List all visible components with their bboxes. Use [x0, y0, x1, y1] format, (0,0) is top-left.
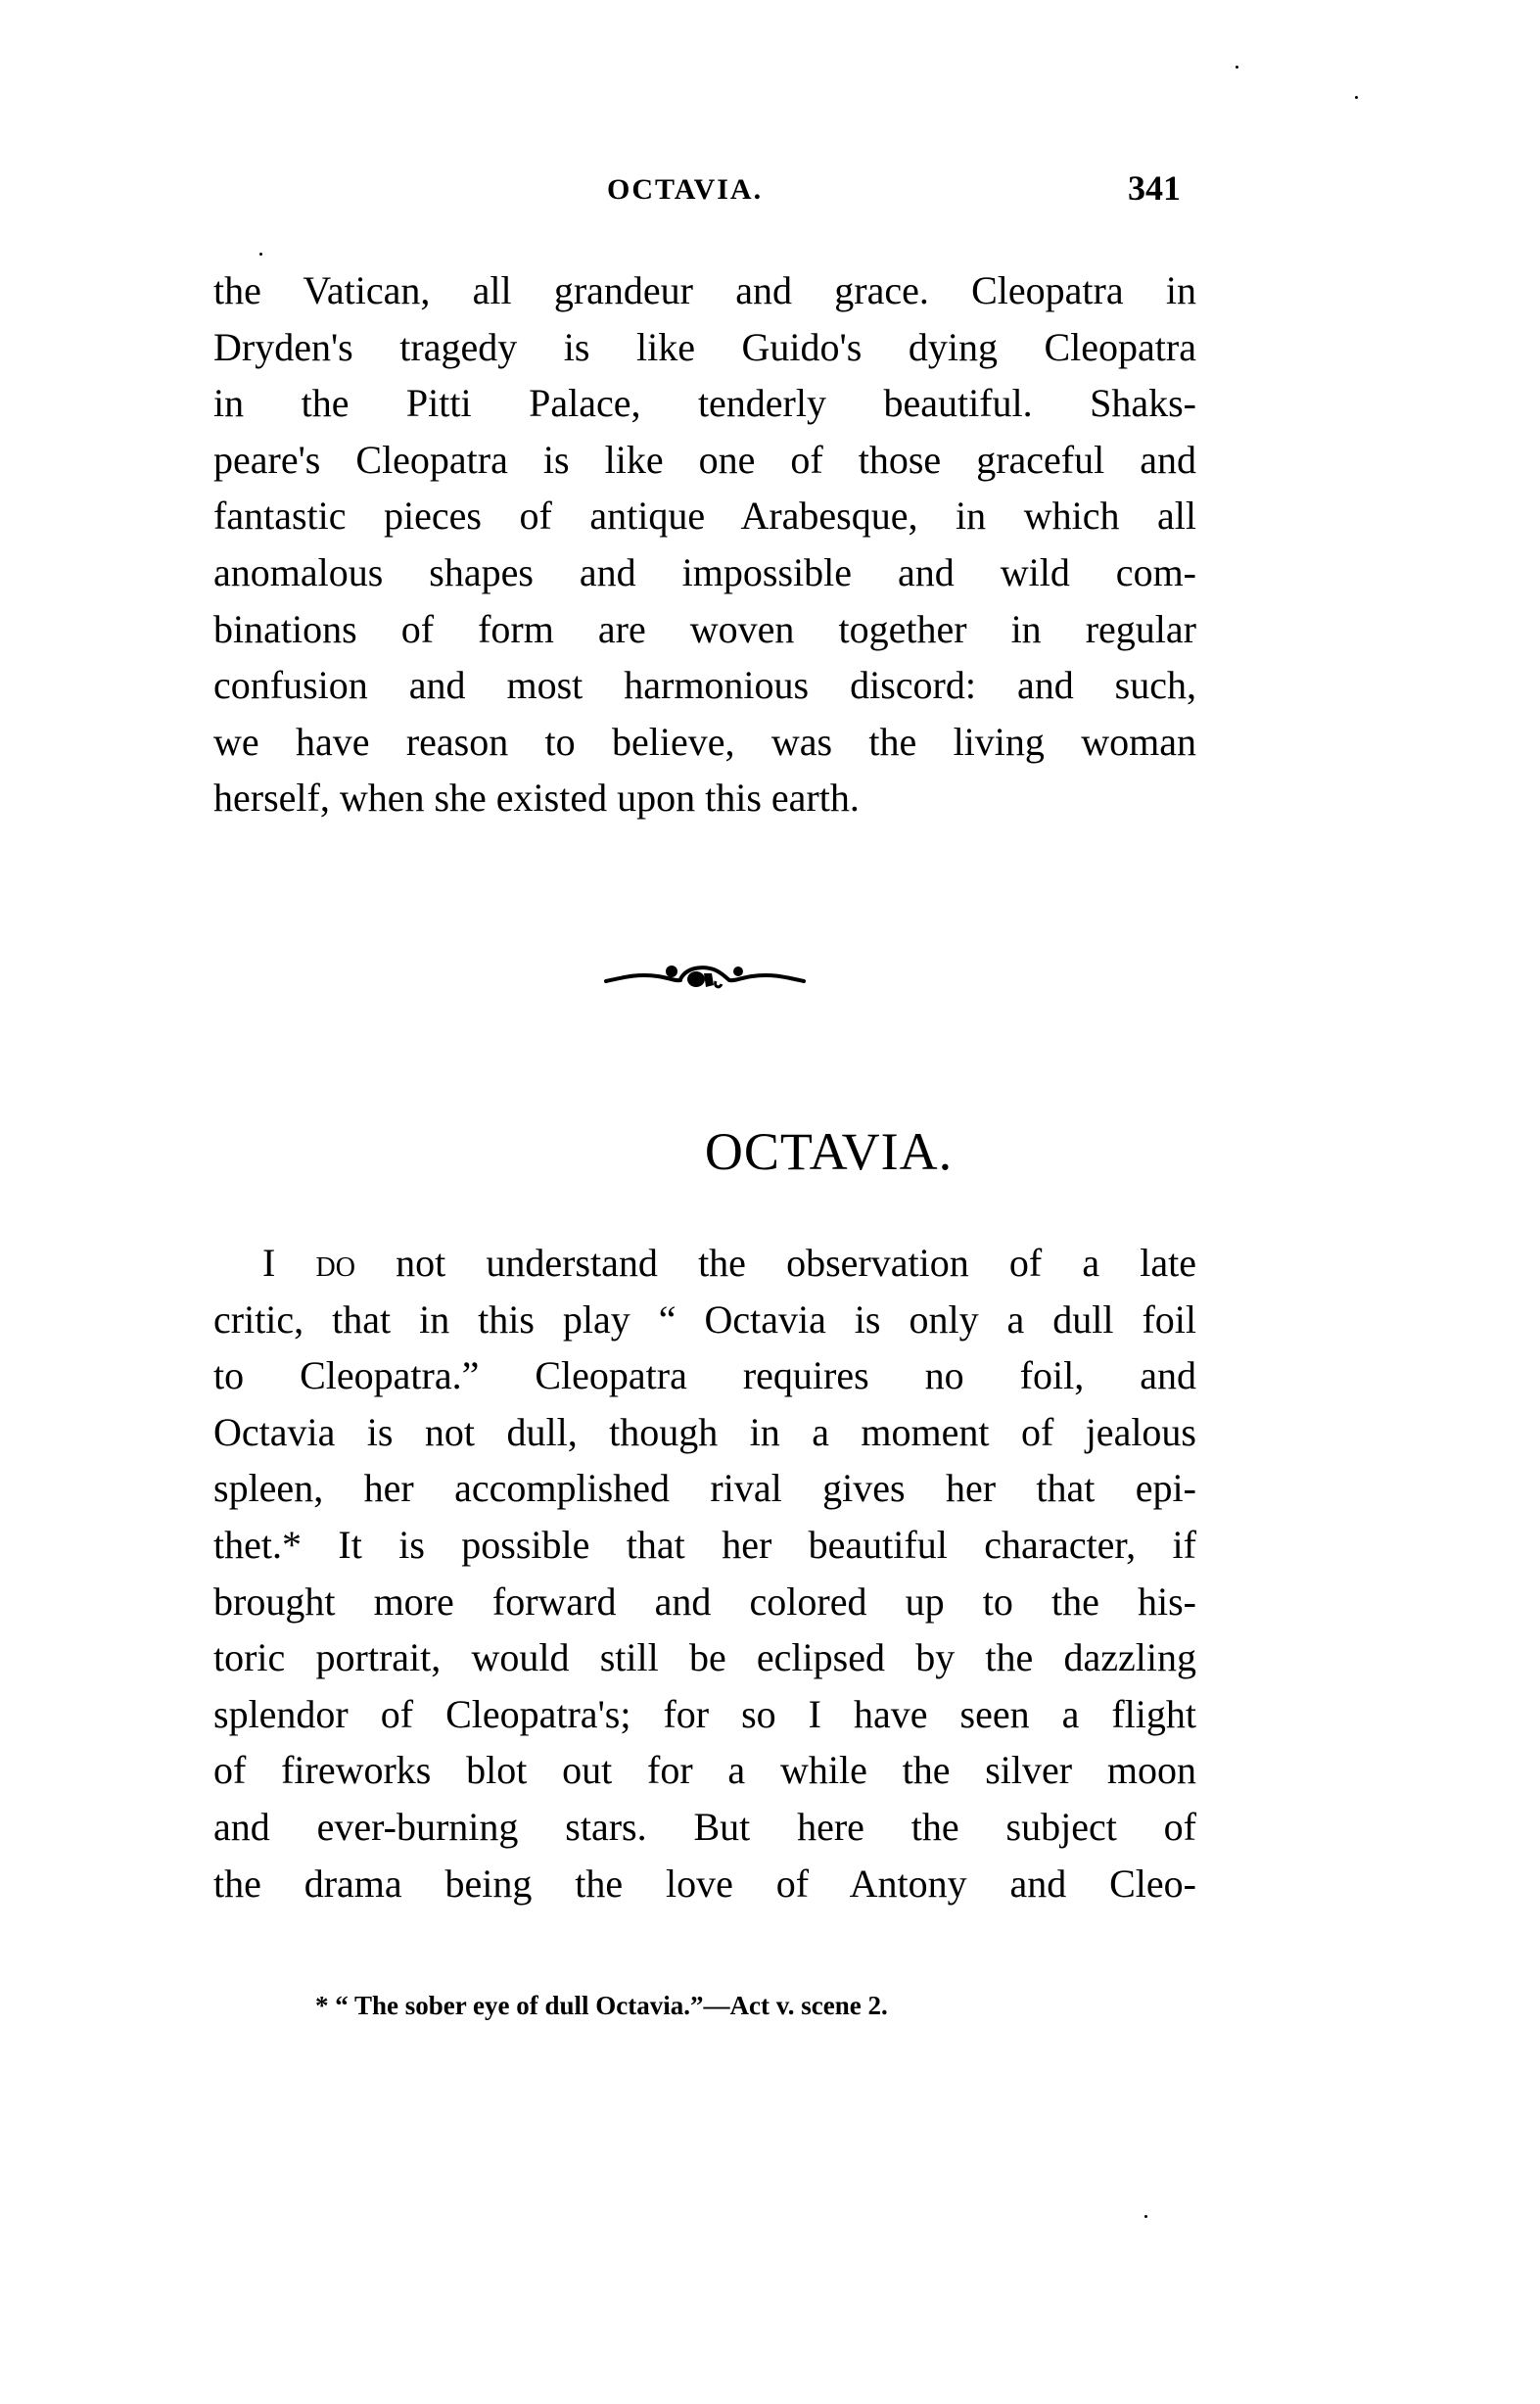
text-line: peare's Cleopatra is like one of those graceful and: [213, 437, 1196, 482]
text-line: Octavia is not dull, though in a moment of jealous: [213, 1409, 1196, 1454]
scan-speck: [1236, 66, 1238, 69]
text-line: splendor of Cleopatra's; for so I have seen a flight: [213, 1691, 1196, 1736]
lead-rest: not understand the observation of a late: [396, 1241, 1197, 1285]
lead-initial: I: [262, 1241, 276, 1285]
scan-speck: [1144, 2215, 1147, 2218]
scan-speck: [259, 253, 262, 256]
text-line: thet.* It is possible that her beautiful character, if: [213, 1522, 1196, 1567]
text-line: anomalous shapes and impossible and wild com-: [213, 549, 1196, 594]
text-line: critic, that in this play “ Octavia is only a dull foil: [213, 1296, 1196, 1342]
decorative-vine-ornament-icon: [604, 960, 806, 999]
text-line: brought more forward and colored up to the his-: [213, 1579, 1196, 1624]
text-line: Dryden's tragedy is like Guido's dying Cleopatra: [213, 324, 1196, 369]
lead-smallcaps: do: [315, 1241, 355, 1285]
text-line: and ever-burning stars. But here the subject of: [213, 1804, 1196, 1849]
running-header: [0, 165, 1540, 213]
text-line: to Cleopatra.” Cleopatra requires no foil, and: [213, 1353, 1196, 1398]
text-line: confusion and most harmonious discord: and such,: [213, 663, 1196, 708]
footnote: * “ The sober eye of dull Octavia.”—Act v. scene 2.: [315, 1991, 888, 2020]
text-line: the drama being the love of Antony and Cleo-: [213, 1861, 1196, 1906]
text-line: we have reason to believe, was the living woman: [213, 719, 1196, 764]
text-line: toric portrait, would still be eclipsed by the dazzling: [213, 1635, 1196, 1680]
text-line: the Vatican, all grandeur and grace. Cleopatra in: [213, 268, 1196, 312]
text-line: in the Pitti Palace, tenderly beautiful. Shaks-: [213, 381, 1196, 426]
text-line: binations of form are woven together in regular: [213, 606, 1196, 651]
text-line: spleen, her accomplished rival gives her that epi-: [213, 1466, 1196, 1511]
text-line: herself, when she existed upon this earth.: [213, 776, 860, 821]
text-line: of fireworks blot out for a while the silver moon: [213, 1748, 1196, 1793]
paragraph-continued: [213, 262, 1196, 826]
section-title: OCTAVIA.: [704, 1122, 954, 1181]
running-title: OCTAVIA.: [607, 173, 764, 206]
text-line: fantastic pieces of antique Arabesque, in which all: [213, 494, 1196, 539]
text-line-first: [213, 1235, 1196, 1292]
page-number: 341: [1128, 168, 1181, 208]
paragraph: [213, 1235, 1196, 1911]
scan-speck: [1355, 96, 1358, 99]
